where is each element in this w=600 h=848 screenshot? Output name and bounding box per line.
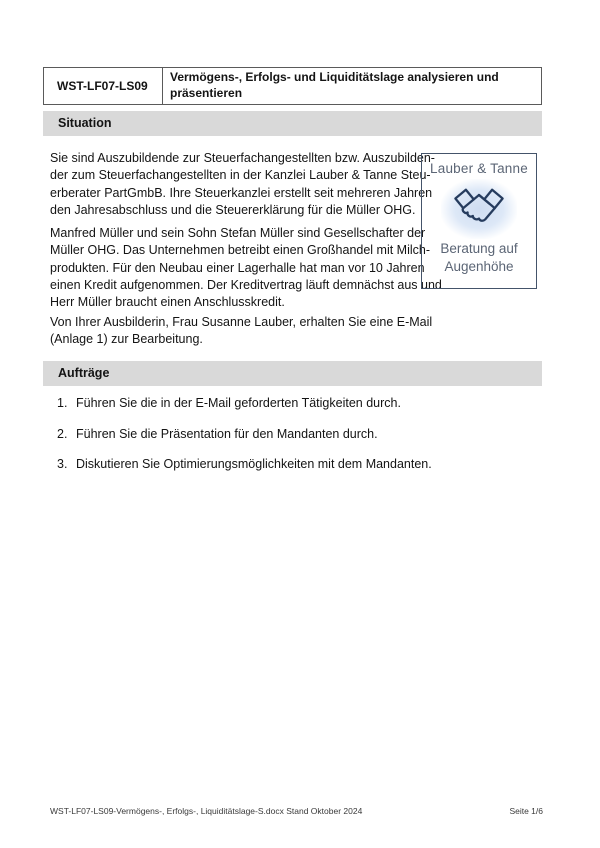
paragraph-line: produkten. Für den Neubau einer Lagerhalle hat man vor 10 Jahren — [50, 260, 425, 275]
paragraph-line: erberater PartGmbB. Ihre Steuerkanzlei erstellt seit mehreren Jahren — [50, 185, 433, 200]
company-name: Lauber & Tanne — [430, 161, 528, 176]
paragraph-line: (Anlage 1) zur Bearbeitung. — [50, 332, 203, 347]
situation-label: Situation — [58, 116, 112, 130]
paragraph-line: den Jahresabschluss und die Steuererklärung für die Müller OHG. — [50, 202, 416, 217]
lesson-title-line-1: Vermögens-, Erfolgs- und Liquiditätslage analysieren und — [170, 70, 499, 84]
task-item-1 — [57, 395, 527, 412]
lesson-title-cell — [163, 68, 541, 104]
task-text: Führen Sie die Präsentation für den Mandanten durch. — [76, 427, 378, 441]
situation-paragraph-2 — [50, 225, 442, 312]
situation-paragraph-1 — [50, 150, 435, 219]
task-number: 2. — [57, 427, 68, 441]
paragraph-line: Müller OHG. Das Unternehmen betreibt einen Großhandel mit Milch- — [50, 243, 431, 258]
task-number: 3. — [57, 457, 68, 471]
paragraph-line: der zum Steuerfachangestellten in der Kanzlei Lauber & Tanne Steu- — [50, 168, 431, 183]
logo-tagline-line-1: Beratung auf — [440, 241, 518, 256]
paragraph-line: Sie sind Auszubildende zur Steuerfachangestellten bzw. Auszubilden- — [50, 151, 435, 165]
header-table — [43, 67, 542, 105]
task-text: Diskutieren Sie Optimierungsmöglichkeiten mit dem Mandanten. — [76, 457, 432, 471]
situation-paragraph-3 — [50, 314, 433, 349]
task-text: Führen Sie die in der E-Mail geforderten Tätigkeiten durch. — [76, 396, 401, 410]
task-item-2 — [57, 426, 527, 443]
task-number: 1. — [57, 396, 68, 410]
paragraph-line: Herr Müller braucht einen Anschlusskredit. — [50, 295, 285, 310]
paragraph-line: Manfred Müller und sein Sohn Stefan Müller sind Gesellschafter der — [50, 226, 426, 240]
situation-section-header — [43, 111, 542, 136]
footer-filename: WST-LF07-LS09-Vermögens-, Erfolgs-, Liquiditätslage-S.docx Stand Oktober 2024 — [50, 806, 363, 816]
handshake-icon — [451, 187, 507, 231]
lesson-code-cell — [44, 68, 163, 104]
company-logo-box — [421, 153, 537, 289]
logo-tagline-line-2: Augenhöhe — [444, 258, 514, 274]
lesson-title-line-2: präsentieren — [170, 85, 243, 100]
paragraph-line: Von Ihrer Ausbilderin, Frau Susanne Lauber, erhalten Sie eine E-Mail — [50, 315, 433, 329]
paragraph-line: einen Kredit aufgenommen. Der Kreditvertrag läuft demnächst aus und — [50, 277, 442, 292]
footer-page-number: Seite 1/6 — [509, 806, 543, 816]
logo-icon-halo — [441, 179, 517, 239]
auftraege-section-header — [43, 361, 542, 386]
lesson-code: WST-LF07-LS09 — [57, 79, 148, 93]
auftraege-label: Aufträge — [58, 366, 110, 380]
task-item-3 — [57, 456, 527, 473]
